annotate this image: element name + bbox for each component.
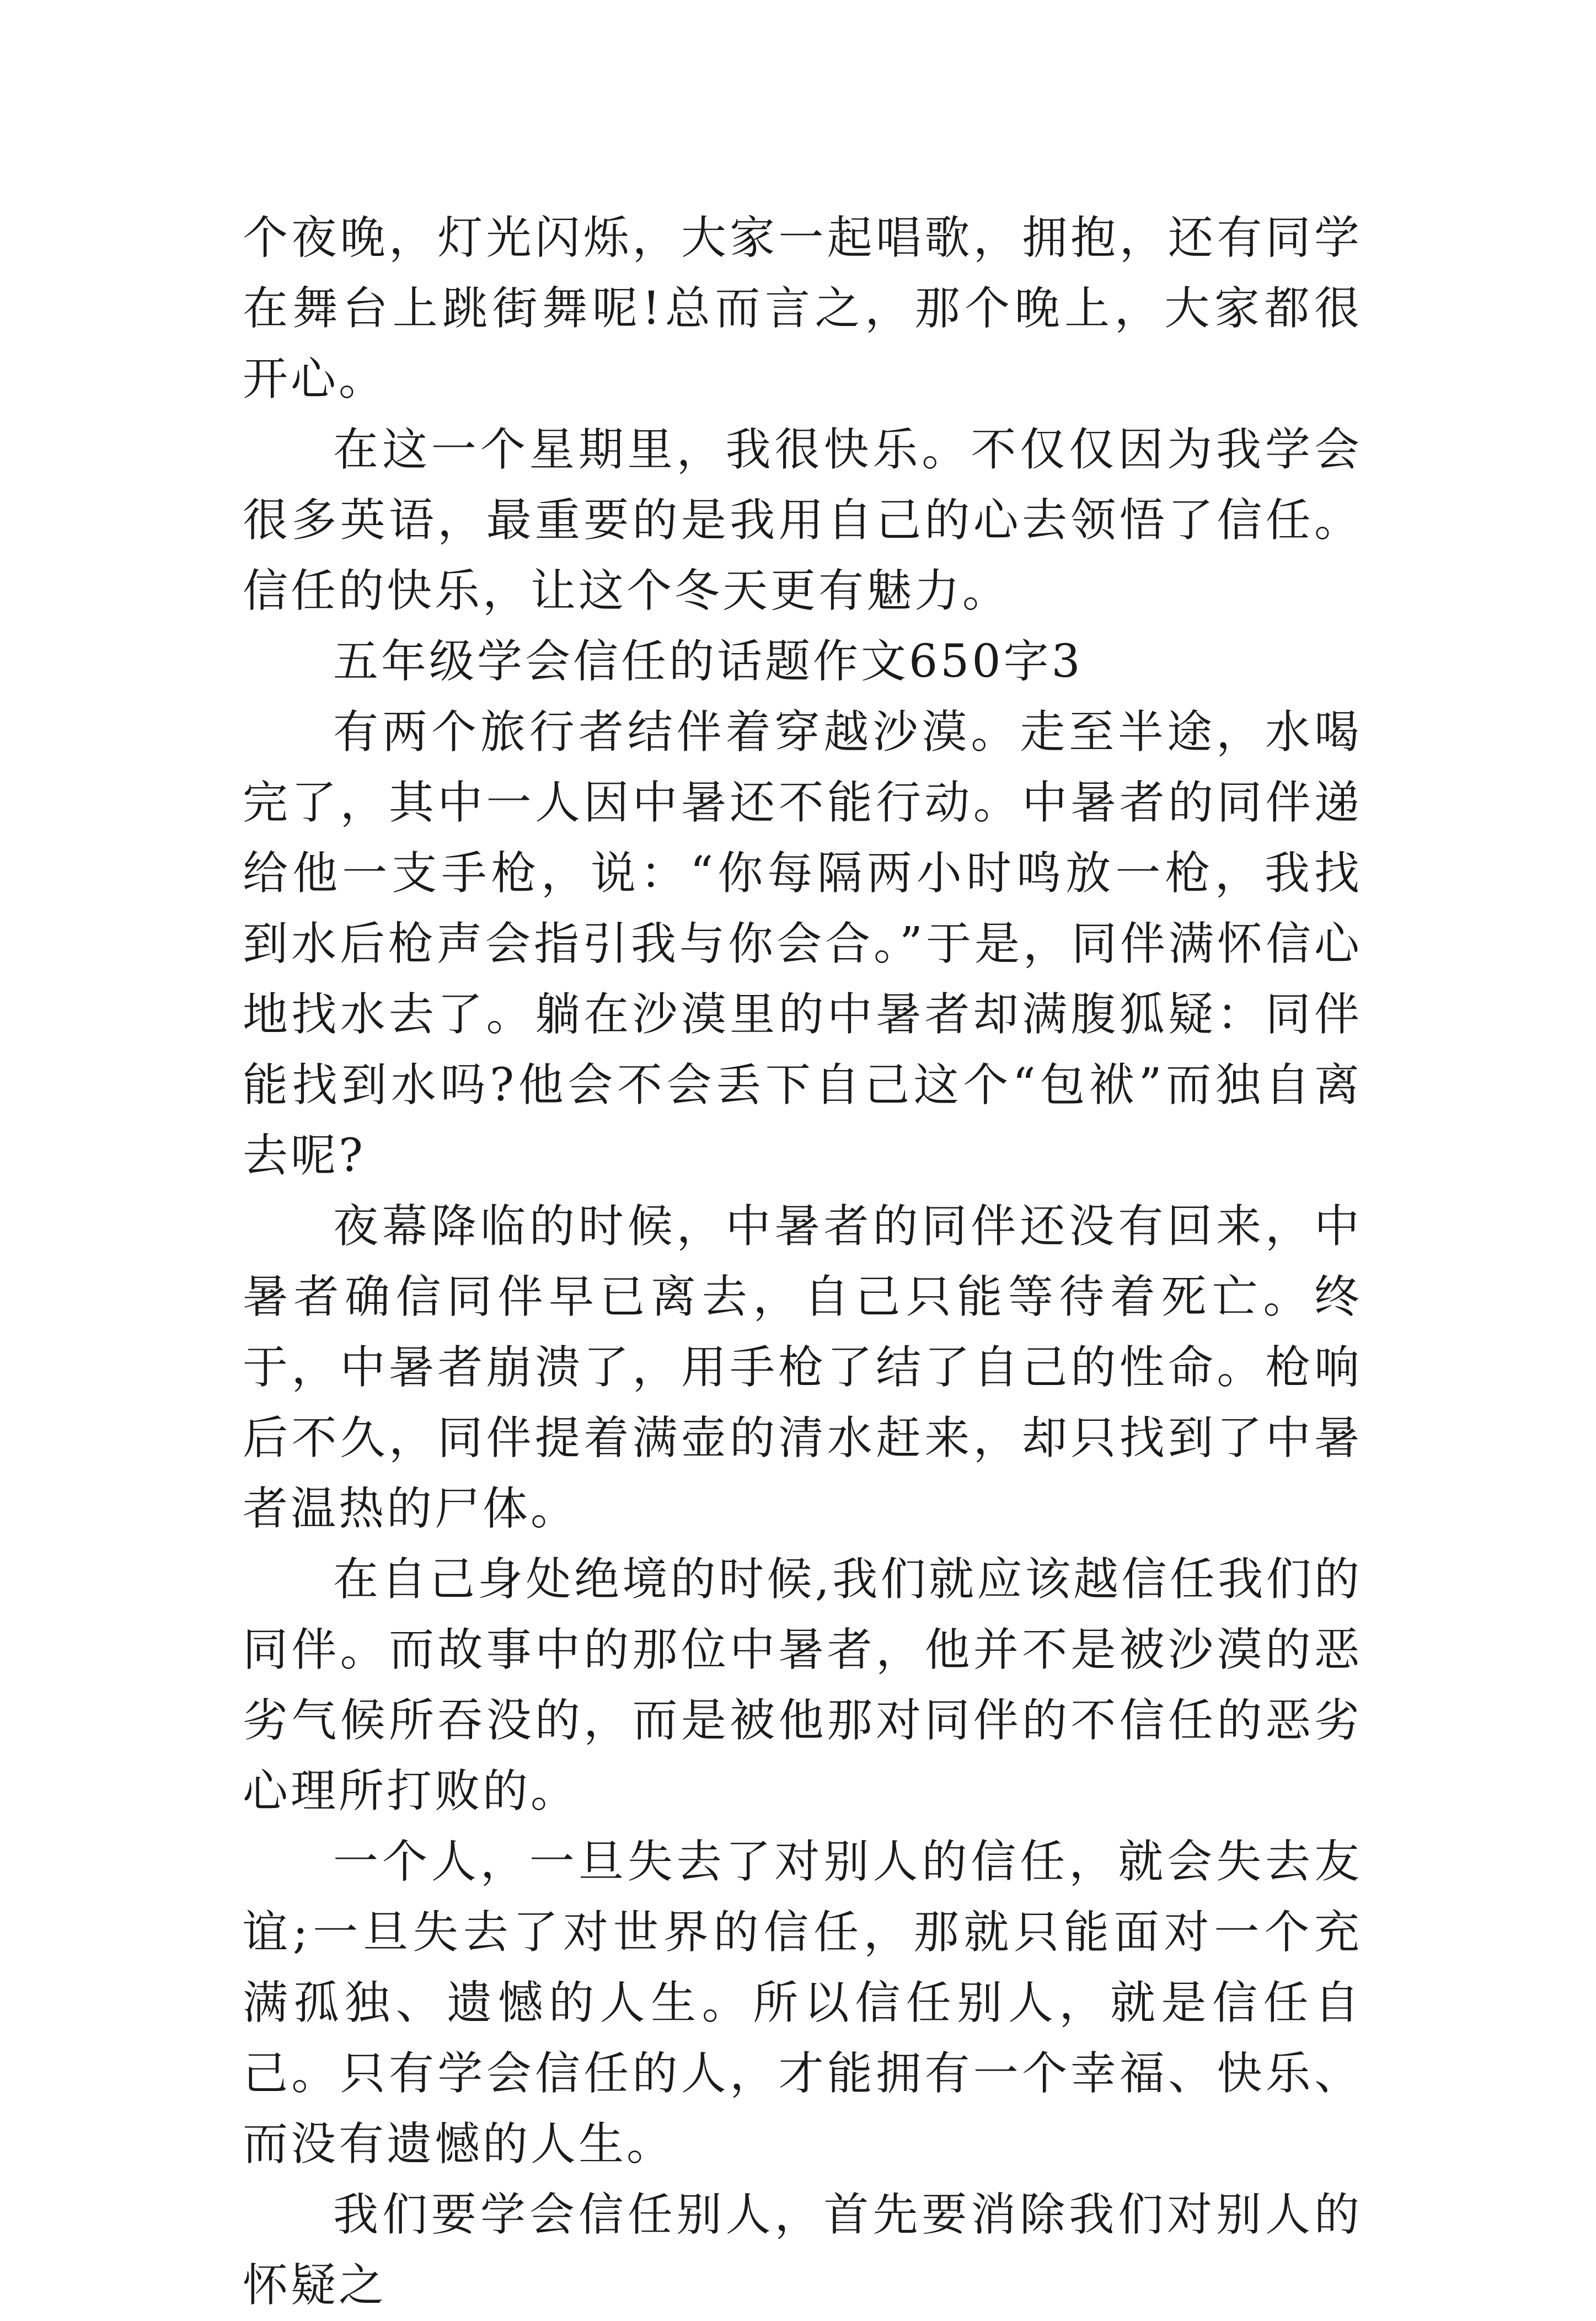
paragraph: 有两个旅行者结伴着穿越沙漠。走至半途，水喝完了，其中一人因中暑还不能行动。中暑者的同伴递给他一支手枪，说：“你每隔两小时鸣放一枪，我找到水后枪声会指引我与你会合。”于是，同伴满怀信心地找水去了。躺在沙漠里的中暑者却满腹狐疑：同伴能找到水吗?他会不会丢下自己这个“包袱”而独自离去呢? xyxy=(243,706,1362,1182)
paragraph: 在自己身处绝境的时候,我们就应该越信任我们的同伴。而故事中的那位中暑者，他并不是被沙漠的恶劣气候所吞没的，而是被他那对同伴的不信任的恶劣心理所打败的。 xyxy=(243,1553,1362,1817)
paragraph: 我们要学会信任别人，首先要消除我们对别人的怀疑之 xyxy=(243,2189,1362,2312)
section-heading: 五年级学会信任的话题作文650字3 xyxy=(333,635,1083,688)
paragraph-continued: 个夜晚，灯光闪烁，大家一起唱歌，拥抱，还有同学在舞台上跳街舞呢!总而言之，那个晚上，大家都很开心。 xyxy=(243,212,1362,405)
paragraph: 在这一个星期里，我很快乐。不仅仅因为我学会很多英语，最重要的是我用自己的心去领悟了信任。信任的快乐，让这个冬天更有魅力。 xyxy=(243,424,1362,617)
body-text xyxy=(243,203,1362,2321)
paragraph: 夜幕降临的时候，中暑者的同伴还没有回来，中暑者确信同伴早已离去，自己只能等待着死亡。终于，中暑者崩溃了，用手枪了结了自己的性命。枪响后不久，同伴提着满壶的清水赶来，却只找到了中暑者温热的尸体。 xyxy=(243,1200,1362,1535)
paragraph: 一个人，一旦失去了对别人的信任，就会失去友谊;一旦失去了对世界的信任，那就只能面对一个充满孤独、遗憾的人生。所以信任别人，就是信任自己。只有学会信任的人，才能拥有一个幸福、快乐、而没有遗憾的人生。 xyxy=(243,1836,1362,2170)
